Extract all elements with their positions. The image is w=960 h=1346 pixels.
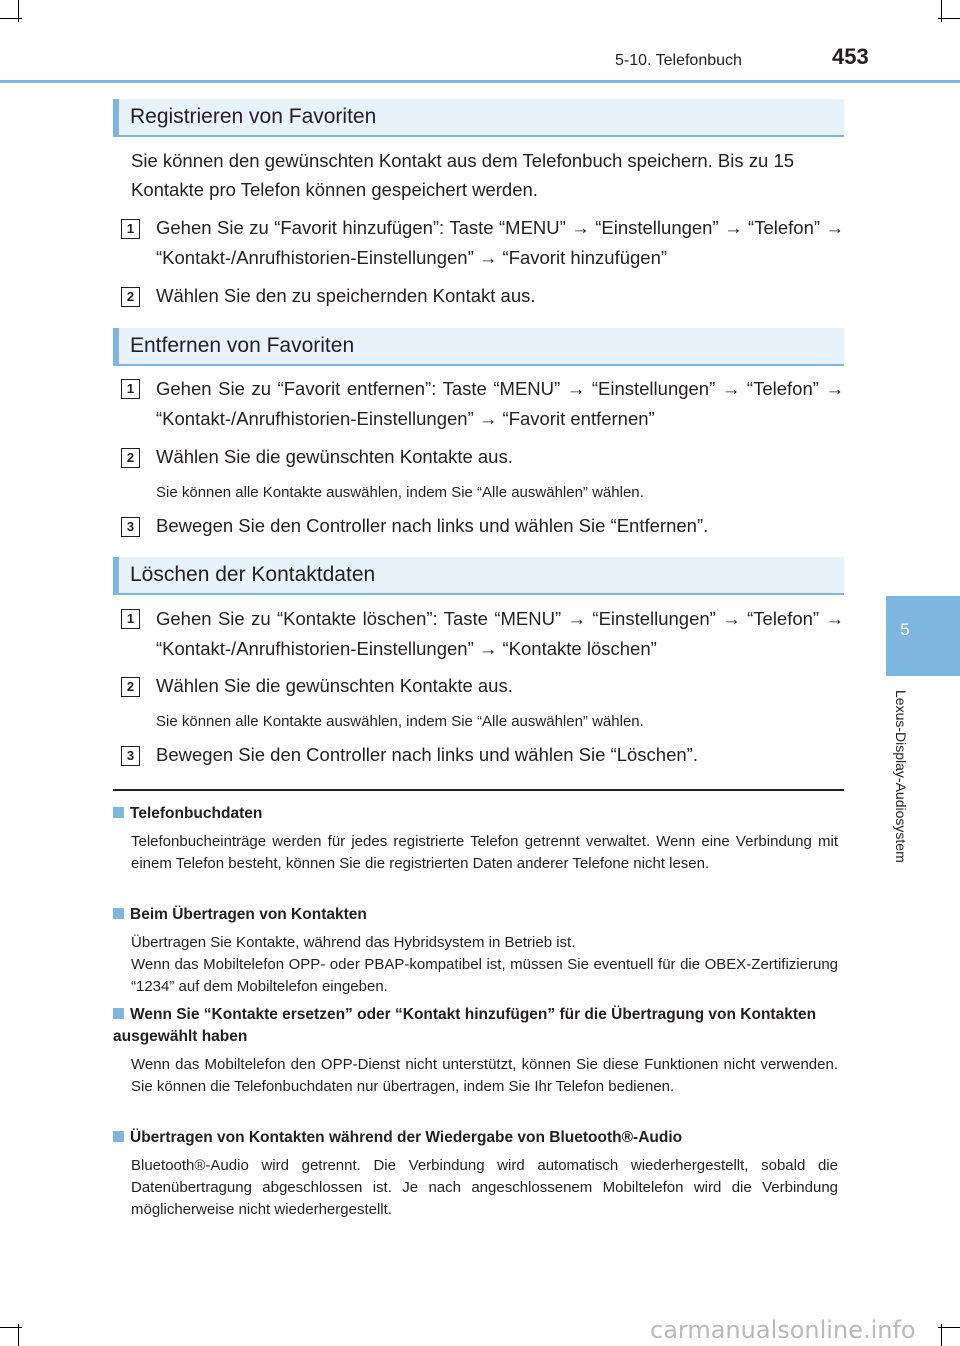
step-text: Wählen Sie den zu speichernden Kontakt aus. [156,285,536,306]
note-title: Beim Übertragen von Kontakten [130,906,367,923]
note-heading [113,904,844,926]
running-header-section: 5-10. Telefonbuch [615,52,742,69]
step-number: 1 [121,609,140,629]
step-note: Sie können alle Kontakte auswählen, indem Sie “Alle auswählen” wählen. [156,484,644,501]
note-paragraph: Übertragen Sie Kontakte, während das Hybridsystem in Betrieb ist. [131,934,576,951]
step-number: 2 [121,448,140,468]
step-text: Gehen Sie zu “Favorit entfernen”: Taste “MENU” → “Einstellungen” → “Telefon” → “Kontakt-/Anrufhistorien-Einstellungen” → “Favorit entfernen” [156,378,844,429]
step-text: Bewegen Sie den Controller nach links und wählen Sie “Löschen”. [156,744,698,765]
step-text: Gehen Sie zu “Favorit hinzufügen”: Taste “MENU” → “Einstellungen” → “Telefon” → “Kontakt-/Anrufhistorien-Einstellungen” → “Favorit hinzufügen” [156,217,844,268]
crop-mark [18,0,19,22]
chapter-title: Lexus-Display-Audiosystem [893,690,909,863]
section-heading [113,99,844,137]
step-number: 2 [121,677,140,697]
note-paragraph: Telefonbucheinträge werden für jedes registrierte Telefon getrennt verwaltet. Wenn eine Verbindung mit einem Telefon besteht, können Sie die registrierten Daten anderer Telefone nicht lesen. [131,833,838,872]
crop-mark [941,0,942,22]
step-text: Gehen Sie zu “Kontakte löschen”: Taste “MENU” → “Einstellungen” → “Telefon” → “Kontakt-/Anrufhistorien-Einstellungen” → “Kontakte löschen” [156,608,844,659]
note-paragraph: Bluetooth®-Audio wird getrennt. Die Verbindung wird automatisch wiederhergestellt, sobald die Datenübertragung abgeschlossen ist. Je nach angeschlossenem Mobiltelefon wird die Verbindung möglicherweise nicht wiederhergestellt. [131,1157,838,1218]
step-text: Bewegen Sie den Controller nach links und wählen Sie “Entfernen”. [156,515,709,536]
section-title: Löschen der Kontaktdaten [130,563,376,586]
step-note: Sie können alle Kontakte auswählen, indem Sie “Alle auswählen” wählen. [156,713,644,730]
section-intro: Sie können den gewünschten Kontakt aus dem Telefonbuch speichern. Bis zu 15 Kontakte pro Telefon können gespeichert werden. [131,150,795,200]
note-title: Telefonbuchdaten [130,805,263,822]
step-number: 3 [121,746,140,766]
note-heading [113,803,844,825]
note-heading [113,1127,844,1149]
watermark: carmanualsonline.info [650,1316,916,1344]
header-rule [0,80,960,83]
note-title: Wenn Sie “Kontakte ersetzen” oder “Kontakt hinzufügen” für die Übertragung von Kontakten ausgewählt haben [113,1006,817,1045]
note-title: Übertragen von Kontakten während der Wiedergabe von Bluetooth®-Audio [130,1129,683,1146]
crop-mark [941,1324,942,1346]
chapter-number: 5 [900,620,910,639]
step-text: Wählen Sie die gewünschten Kontakte aus. [156,446,513,467]
note-body [131,1054,838,1098]
note-body [131,831,838,875]
step-number: 1 [121,219,140,239]
notes-divider [113,789,844,791]
section-heading [113,557,844,595]
page-number: 453 [832,44,869,69]
note-body [131,1155,838,1221]
square-bullet-icon [113,807,124,818]
crop-mark [18,1324,19,1346]
note-paragraph: Wenn das Mobiltelefon den OPP-Dienst nicht unterstützt, können Sie diese Funktionen nicht verwenden. Sie können die Telefonbuchdaten nur übertragen, indem Sie Ihr Telefon bedienen. [131,1056,838,1095]
square-bullet-icon [113,908,124,919]
square-bullet-icon [113,1131,124,1142]
step-number: 1 [121,379,140,399]
step-number: 2 [121,287,140,307]
step-number: 3 [121,517,140,537]
section-title: Registrieren von Favoriten [130,105,377,128]
section-title: Entfernen von Favoriten [130,334,355,357]
note-heading [113,1004,844,1048]
square-bullet-icon [113,1008,124,1019]
note-body [131,932,838,998]
step-text: Wählen Sie die gewünschten Kontakte aus. [156,675,513,696]
note-paragraph: Wenn das Mobiltelefon OPP- oder PBAP-kompatibel ist, müssen Sie eventuell für die OBEX-Zertifizierung “1234” auf dem Mobiltelefon eingeben. [131,956,838,995]
section-heading [113,328,844,366]
